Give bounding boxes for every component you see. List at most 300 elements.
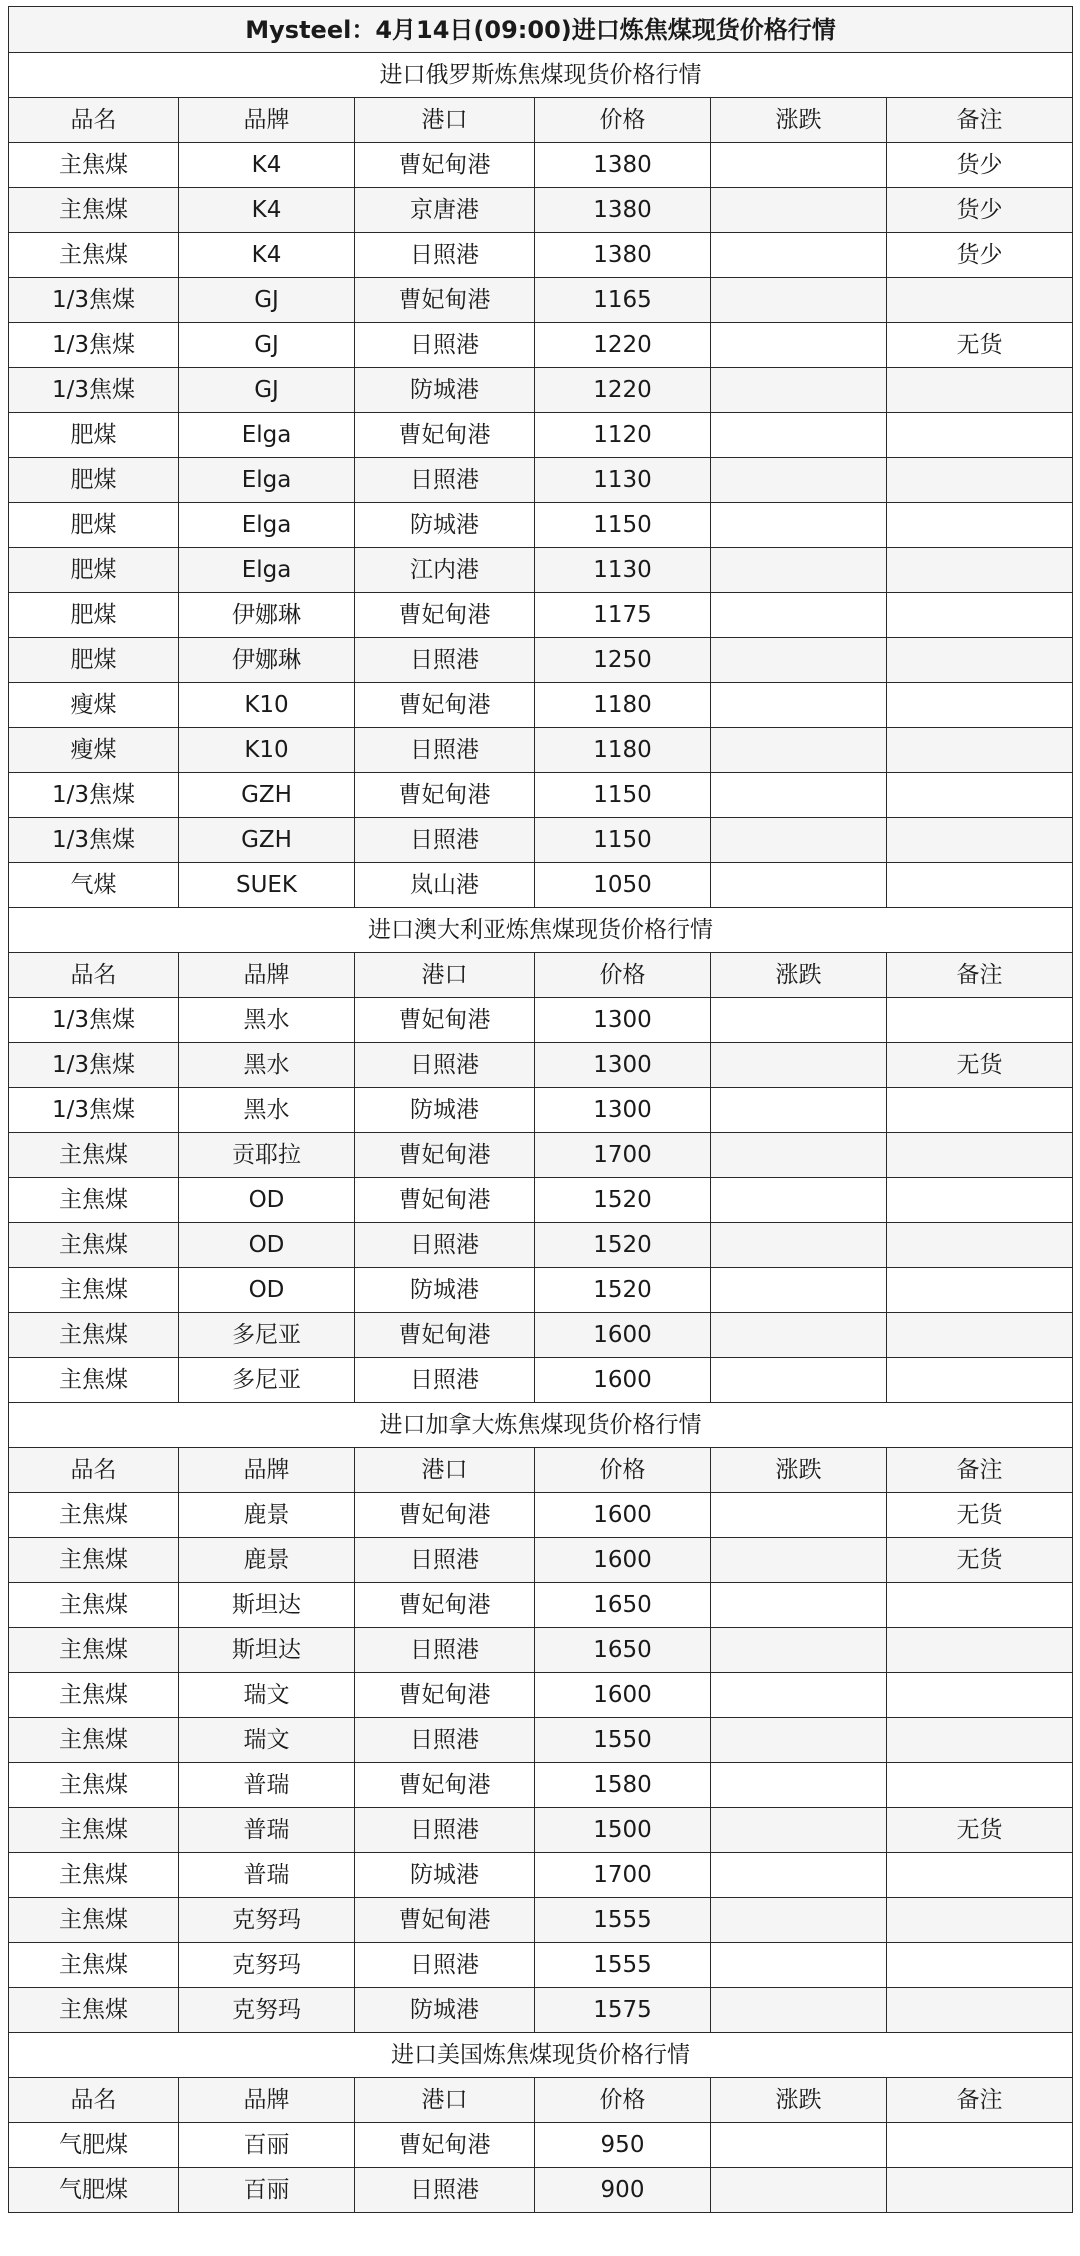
price-cell: 1130: [535, 458, 711, 503]
price-table-container: [8, 6, 1072, 2213]
change-cell: [711, 773, 887, 818]
product-cell: 主焦煤: [9, 1178, 179, 1223]
table-row: [9, 1898, 1073, 1943]
table-row: [9, 1853, 1073, 1898]
column-header: 涨跌: [711, 2078, 887, 2123]
change-cell: [711, 1943, 887, 1988]
column-header-row: [9, 2078, 1073, 2123]
price-cell: 1555: [535, 1943, 711, 1988]
port-cell: 曹妃甸港: [355, 1493, 535, 1538]
table-row: [9, 1313, 1073, 1358]
port-cell: 日照港: [355, 728, 535, 773]
change-cell: [711, 683, 887, 728]
remark-cell: [887, 458, 1073, 503]
column-header: 备注: [887, 2078, 1073, 2123]
table-row: [9, 233, 1073, 278]
table-row: [9, 1628, 1073, 1673]
product-cell: 气煤: [9, 863, 179, 908]
change-cell: [711, 548, 887, 593]
table-row: [9, 1133, 1073, 1178]
change-cell: [711, 458, 887, 503]
table-row: [9, 638, 1073, 683]
brand-cell: 伊娜琳: [179, 593, 355, 638]
price-cell: 1165: [535, 278, 711, 323]
brand-cell: 克努玛: [179, 1898, 355, 1943]
section-title-row: [9, 908, 1073, 953]
change-cell: [711, 1808, 887, 1853]
price-cell: 1650: [535, 1583, 711, 1628]
brand-cell: K4: [179, 233, 355, 278]
remark-cell: [887, 1943, 1073, 1988]
table-row: [9, 188, 1073, 233]
port-cell: 曹妃甸港: [355, 1178, 535, 1223]
product-cell: 主焦煤: [9, 1628, 179, 1673]
port-cell: 防城港: [355, 1988, 535, 2033]
price-cell: 1250: [535, 638, 711, 683]
remark-cell: [887, 863, 1073, 908]
price-cell: 1600: [535, 1538, 711, 1583]
port-cell: 曹妃甸港: [355, 1673, 535, 1718]
table-row: [9, 2123, 1073, 2168]
column-header: 港口: [355, 1448, 535, 1493]
brand-cell: GZH: [179, 773, 355, 818]
port-cell: 日照港: [355, 1628, 535, 1673]
table-row: [9, 2168, 1073, 2213]
price-table-body: [9, 7, 1073, 2213]
port-cell: 日照港: [355, 323, 535, 368]
table-row: [9, 413, 1073, 458]
change-cell: [711, 638, 887, 683]
change-cell: [711, 1853, 887, 1898]
port-cell: 日照港: [355, 233, 535, 278]
remark-cell: [887, 818, 1073, 863]
price-cell: 1380: [535, 188, 711, 233]
remark-cell: [887, 1988, 1073, 2033]
port-cell: 曹妃甸港: [355, 1313, 535, 1358]
change-cell: [711, 1898, 887, 1943]
product-cell: 肥煤: [9, 638, 179, 683]
product-cell: 主焦煤: [9, 1808, 179, 1853]
column-header: 品名: [9, 1448, 179, 1493]
section-title: 进口俄罗斯炼焦煤现货价格行情: [9, 53, 1073, 98]
brand-cell: SUEK: [179, 863, 355, 908]
price-cell: 1600: [535, 1358, 711, 1403]
product-cell: 主焦煤: [9, 1538, 179, 1583]
price-cell: 1175: [535, 593, 711, 638]
table-title-row: [9, 7, 1073, 53]
price-cell: 1580: [535, 1763, 711, 1808]
brand-cell: OD: [179, 1178, 355, 1223]
change-cell: [711, 1583, 887, 1628]
remark-cell: 货少: [887, 188, 1073, 233]
column-header: 备注: [887, 1448, 1073, 1493]
brand-cell: 百丽: [179, 2168, 355, 2213]
port-cell: 曹妃甸港: [355, 1763, 535, 1808]
price-cell: 1600: [535, 1313, 711, 1358]
port-cell: 曹妃甸港: [355, 683, 535, 728]
price-cell: 1150: [535, 773, 711, 818]
remark-cell: [887, 503, 1073, 548]
port-cell: 日照港: [355, 1943, 535, 1988]
table-row: [9, 548, 1073, 593]
table-row: [9, 1583, 1073, 1628]
port-cell: 日照港: [355, 2168, 535, 2213]
change-cell: [711, 1313, 887, 1358]
change-cell: [711, 503, 887, 548]
section-title: 进口美国炼焦煤现货价格行情: [9, 2033, 1073, 2078]
price-cell: 1300: [535, 1088, 711, 1133]
brand-cell: K10: [179, 683, 355, 728]
column-header: 涨跌: [711, 1448, 887, 1493]
port-cell: 曹妃甸港: [355, 1583, 535, 1628]
change-cell: [711, 2168, 887, 2213]
product-cell: 主焦煤: [9, 1763, 179, 1808]
port-cell: 曹妃甸港: [355, 2123, 535, 2168]
table-row: [9, 1673, 1073, 1718]
column-header: 品牌: [179, 1448, 355, 1493]
port-cell: 曹妃甸港: [355, 143, 535, 188]
remark-cell: [887, 1223, 1073, 1268]
brand-cell: 克努玛: [179, 1943, 355, 1988]
brand-cell: GJ: [179, 278, 355, 323]
remark-cell: [887, 1673, 1073, 1718]
product-cell: 瘦煤: [9, 728, 179, 773]
column-header: 价格: [535, 98, 711, 143]
port-cell: 防城港: [355, 1088, 535, 1133]
port-cell: 日照港: [355, 458, 535, 503]
remark-cell: [887, 548, 1073, 593]
product-cell: 主焦煤: [9, 143, 179, 188]
table-row: [9, 503, 1073, 548]
brand-cell: 多尼亚: [179, 1358, 355, 1403]
brand-cell: 瑞文: [179, 1718, 355, 1763]
table-row: [9, 1088, 1073, 1133]
column-header: 价格: [535, 953, 711, 998]
product-cell: 1/3焦煤: [9, 998, 179, 1043]
product-cell: 主焦煤: [9, 1583, 179, 1628]
price-cell: 1500: [535, 1808, 711, 1853]
remark-cell: [887, 998, 1073, 1043]
table-row: [9, 728, 1073, 773]
port-cell: 曹妃甸港: [355, 593, 535, 638]
change-cell: [711, 593, 887, 638]
port-cell: 江内港: [355, 548, 535, 593]
remark-cell: [887, 1178, 1073, 1223]
port-cell: 日照港: [355, 818, 535, 863]
brand-cell: 普瑞: [179, 1763, 355, 1808]
remark-cell: [887, 683, 1073, 728]
table-row: [9, 863, 1073, 908]
price-cell: 1300: [535, 1043, 711, 1088]
table-row: [9, 1493, 1073, 1538]
column-header: 港口: [355, 98, 535, 143]
price-cell: 1550: [535, 1718, 711, 1763]
change-cell: [711, 1043, 887, 1088]
brand-cell: 斯坦达: [179, 1628, 355, 1673]
port-cell: 日照港: [355, 1718, 535, 1763]
remark-cell: [887, 413, 1073, 458]
column-header: 备注: [887, 98, 1073, 143]
brand-cell: GJ: [179, 323, 355, 368]
price-cell: 1180: [535, 683, 711, 728]
price-cell: 1050: [535, 863, 711, 908]
remark-cell: [887, 1583, 1073, 1628]
product-cell: 1/3焦煤: [9, 323, 179, 368]
remark-cell: [887, 1268, 1073, 1313]
change-cell: [711, 188, 887, 233]
product-cell: 主焦煤: [9, 1313, 179, 1358]
remark-cell: 无货: [887, 1538, 1073, 1583]
change-cell: [711, 1493, 887, 1538]
product-cell: 主焦煤: [9, 1898, 179, 1943]
table-row: [9, 683, 1073, 728]
port-cell: 日照港: [355, 1538, 535, 1583]
remark-cell: [887, 1088, 1073, 1133]
remark-cell: [887, 1898, 1073, 1943]
brand-cell: 普瑞: [179, 1853, 355, 1898]
table-row: [9, 773, 1073, 818]
table-title: Mysteel：4月14日(09:00)进口炼焦煤现货价格行情: [9, 7, 1073, 53]
change-cell: [711, 1628, 887, 1673]
table-row: [9, 278, 1073, 323]
table-row: [9, 1043, 1073, 1088]
price-cell: 1180: [535, 728, 711, 773]
price-cell: 1380: [535, 143, 711, 188]
brand-cell: 鹿景: [179, 1538, 355, 1583]
column-header: 品牌: [179, 953, 355, 998]
remark-cell: [887, 1718, 1073, 1763]
remark-cell: 货少: [887, 143, 1073, 188]
brand-cell: GZH: [179, 818, 355, 863]
change-cell: [711, 863, 887, 908]
port-cell: 日照港: [355, 1358, 535, 1403]
brand-cell: GJ: [179, 368, 355, 413]
brand-cell: 黑水: [179, 1043, 355, 1088]
column-header: 备注: [887, 953, 1073, 998]
remark-cell: 无货: [887, 323, 1073, 368]
remark-cell: [887, 2123, 1073, 2168]
remark-cell: [887, 1853, 1073, 1898]
table-row: [9, 593, 1073, 638]
section-title-row: [9, 1403, 1073, 1448]
price-cell: 950: [535, 2123, 711, 2168]
brand-cell: K4: [179, 143, 355, 188]
price-table: [8, 6, 1073, 2213]
remark-cell: [887, 638, 1073, 683]
table-row: [9, 1268, 1073, 1313]
column-header: 港口: [355, 2078, 535, 2123]
product-cell: 主焦煤: [9, 1133, 179, 1178]
change-cell: [711, 1088, 887, 1133]
product-cell: 主焦煤: [9, 1943, 179, 1988]
port-cell: 防城港: [355, 503, 535, 548]
change-cell: [711, 233, 887, 278]
change-cell: [711, 1178, 887, 1223]
brand-cell: Elga: [179, 413, 355, 458]
product-cell: 主焦煤: [9, 1358, 179, 1403]
column-header: 价格: [535, 1448, 711, 1493]
remark-cell: 货少: [887, 233, 1073, 278]
product-cell: 1/3焦煤: [9, 1043, 179, 1088]
change-cell: [711, 818, 887, 863]
price-cell: 1130: [535, 548, 711, 593]
brand-cell: 多尼亚: [179, 1313, 355, 1358]
port-cell: 防城港: [355, 1268, 535, 1313]
table-row: [9, 1178, 1073, 1223]
port-cell: 曹妃甸港: [355, 998, 535, 1043]
section-title-row: [9, 53, 1073, 98]
column-header: 品牌: [179, 2078, 355, 2123]
port-cell: 曹妃甸港: [355, 278, 535, 323]
brand-cell: 黑水: [179, 1088, 355, 1133]
change-cell: [711, 323, 887, 368]
change-cell: [711, 1538, 887, 1583]
table-row: [9, 818, 1073, 863]
column-header: 涨跌: [711, 953, 887, 998]
table-row: [9, 1763, 1073, 1808]
remark-cell: 无货: [887, 1808, 1073, 1853]
column-header-row: [9, 953, 1073, 998]
remark-cell: [887, 1358, 1073, 1403]
change-cell: [711, 1763, 887, 1808]
remark-cell: [887, 773, 1073, 818]
product-cell: 肥煤: [9, 593, 179, 638]
price-cell: 1150: [535, 503, 711, 548]
brand-cell: 普瑞: [179, 1808, 355, 1853]
port-cell: 防城港: [355, 368, 535, 413]
brand-cell: 黑水: [179, 998, 355, 1043]
brand-cell: OD: [179, 1268, 355, 1313]
price-cell: 1220: [535, 323, 711, 368]
remark-cell: [887, 1133, 1073, 1178]
product-cell: 主焦煤: [9, 1988, 179, 2033]
brand-cell: OD: [179, 1223, 355, 1268]
change-cell: [711, 1223, 887, 1268]
price-cell: 1520: [535, 1223, 711, 1268]
price-cell: 1700: [535, 1133, 711, 1178]
product-cell: 主焦煤: [9, 188, 179, 233]
change-cell: [711, 1358, 887, 1403]
remark-cell: [887, 593, 1073, 638]
port-cell: 曹妃甸港: [355, 413, 535, 458]
table-row: [9, 1808, 1073, 1853]
port-cell: 日照港: [355, 1223, 535, 1268]
column-header-row: [9, 98, 1073, 143]
price-cell: 1120: [535, 413, 711, 458]
brand-cell: Elga: [179, 458, 355, 503]
brand-cell: Elga: [179, 503, 355, 548]
port-cell: 岚山港: [355, 863, 535, 908]
product-cell: 肥煤: [9, 548, 179, 593]
product-cell: 肥煤: [9, 458, 179, 503]
remark-cell: [887, 1313, 1073, 1358]
port-cell: 日照港: [355, 1808, 535, 1853]
change-cell: [711, 143, 887, 188]
price-cell: 1300: [535, 998, 711, 1043]
remark-cell: [887, 1763, 1073, 1808]
port-cell: 京唐港: [355, 188, 535, 233]
brand-cell: 伊娜琳: [179, 638, 355, 683]
port-cell: 防城港: [355, 1853, 535, 1898]
price-cell: 1380: [535, 233, 711, 278]
table-row: [9, 323, 1073, 368]
product-cell: 1/3焦煤: [9, 818, 179, 863]
table-row: [9, 1943, 1073, 1988]
product-cell: 肥煤: [9, 413, 179, 458]
price-cell: 1575: [535, 1988, 711, 2033]
change-cell: [711, 368, 887, 413]
table-row: [9, 1988, 1073, 2033]
remark-cell: 无货: [887, 1493, 1073, 1538]
table-row: [9, 1358, 1073, 1403]
product-cell: 主焦煤: [9, 1268, 179, 1313]
change-cell: [711, 998, 887, 1043]
price-cell: 900: [535, 2168, 711, 2213]
table-row: [9, 998, 1073, 1043]
change-cell: [711, 728, 887, 773]
brand-cell: 克努玛: [179, 1988, 355, 2033]
column-header-row: [9, 1448, 1073, 1493]
brand-cell: K4: [179, 188, 355, 233]
brand-cell: 百丽: [179, 2123, 355, 2168]
remark-cell: [887, 1628, 1073, 1673]
section-title: 进口加拿大炼焦煤现货价格行情: [9, 1403, 1073, 1448]
product-cell: 瘦煤: [9, 683, 179, 728]
product-cell: 气肥煤: [9, 2123, 179, 2168]
brand-cell: 鹿景: [179, 1493, 355, 1538]
product-cell: 1/3焦煤: [9, 278, 179, 323]
table-row: [9, 458, 1073, 503]
product-cell: 1/3焦煤: [9, 368, 179, 413]
remark-cell: [887, 728, 1073, 773]
change-cell: [711, 1268, 887, 1313]
table-row: [9, 143, 1073, 188]
port-cell: 日照港: [355, 638, 535, 683]
column-header: 品名: [9, 953, 179, 998]
port-cell: 曹妃甸港: [355, 1133, 535, 1178]
price-cell: 1600: [535, 1493, 711, 1538]
price-cell: 1600: [535, 1673, 711, 1718]
product-cell: 肥煤: [9, 503, 179, 548]
product-cell: 主焦煤: [9, 1493, 179, 1538]
product-cell: 主焦煤: [9, 233, 179, 278]
price-cell: 1555: [535, 1898, 711, 1943]
remark-cell: [887, 2168, 1073, 2213]
product-cell: 主焦煤: [9, 1853, 179, 1898]
price-cell: 1520: [535, 1268, 711, 1313]
change-cell: [711, 278, 887, 323]
price-cell: 1150: [535, 818, 711, 863]
change-cell: [711, 413, 887, 458]
product-cell: 主焦煤: [9, 1673, 179, 1718]
product-cell: 主焦煤: [9, 1223, 179, 1268]
brand-cell: Elga: [179, 548, 355, 593]
port-cell: 曹妃甸港: [355, 773, 535, 818]
change-cell: [711, 1718, 887, 1763]
column-header: 品名: [9, 2078, 179, 2123]
column-header: 品名: [9, 98, 179, 143]
change-cell: [711, 2123, 887, 2168]
port-cell: 日照港: [355, 1043, 535, 1088]
change-cell: [711, 1673, 887, 1718]
table-row: [9, 368, 1073, 413]
table-row: [9, 1718, 1073, 1763]
change-cell: [711, 1133, 887, 1178]
change-cell: [711, 1988, 887, 2033]
column-header: 价格: [535, 2078, 711, 2123]
price-cell: 1700: [535, 1853, 711, 1898]
column-header: 涨跌: [711, 98, 887, 143]
